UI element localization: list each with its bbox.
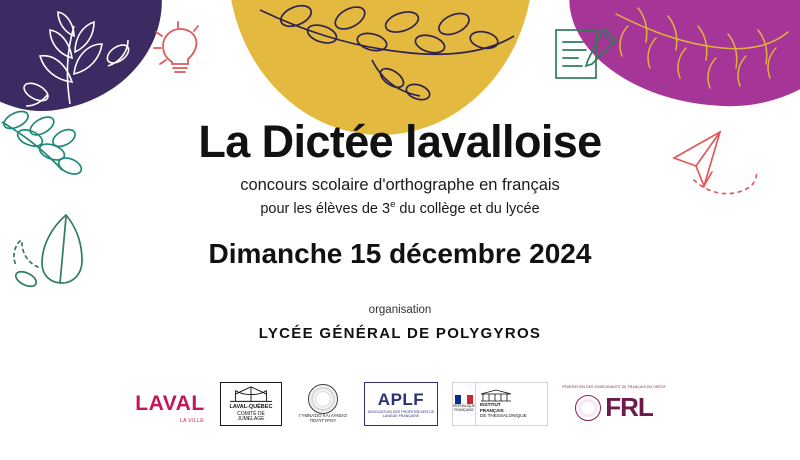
page-title: La Dictée lavalloise <box>198 116 602 167</box>
organisation-label: organisation <box>368 304 432 316</box>
logo-laval-quebec-line1: LAVAL-QUÉBEC <box>229 404 273 411</box>
logo-gymnasio-line2: ΠΟΛΥΓΥΡΟΥ <box>309 418 337 423</box>
logo-gymnasio-line1: ΓΥΜΝΑΣΙΟ ΚΑΙ ΛΥΚΕΙΟ <box>299 413 347 419</box>
dark-leaf-branch-icon <box>252 0 522 118</box>
tricolor-bar <box>455 395 473 404</box>
logo-laval-quebec-line2: COMITÉ DE JUMELAGE <box>237 410 265 423</box>
logo-ifg-text <box>475 383 547 425</box>
subtitle-line-2-after: du collège et du lycée <box>395 200 540 217</box>
logo-frl-caption: FÉDÉRATION DES ENSEIGNANTS DE FRANÇAIS EN GRÈCE <box>562 385 666 389</box>
logo-laval-text: LAVAL <box>135 392 205 415</box>
building-icon <box>480 389 512 402</box>
logo-laval-quebec <box>220 382 282 426</box>
logo-gymnasio-polygyrou <box>296 381 350 427</box>
logo-aplf-full: ASSOCIATION DES PROFESSEURS DE LANGUE FRANÇAISE <box>367 409 435 418</box>
logo-aplf-acronym: APLF <box>377 389 425 409</box>
logo-frl <box>562 381 666 427</box>
logo-ifg-line1: INSTITUT <box>480 401 501 407</box>
sponsor-logo-strip <box>0 376 800 432</box>
logo-frl-acronym: FRL <box>605 392 653 422</box>
subtitle-line-2-superscript: e <box>390 199 396 210</box>
subtitle-line-1: concours scolaire d'orthographe en français <box>240 176 560 194</box>
logo-aplf <box>364 382 438 426</box>
logo-institut-francais <box>452 382 548 426</box>
school-seal-icon <box>308 384 338 414</box>
logo-frl-row <box>575 392 653 423</box>
event-date: Dimanche 15 décembre 2024 <box>208 238 592 269</box>
logo-laval <box>134 386 206 422</box>
logo-laval-tagline: LA VILLE <box>179 418 204 424</box>
frl-emblem-icon <box>575 395 601 421</box>
logo-ifg-line2: FRANÇAIS <box>480 407 504 413</box>
lightbulb-idea-icon <box>148 18 210 80</box>
vine-branches-icon <box>612 4 792 114</box>
logo-ifg-line3: DE THESSALONIQUE <box>480 413 527 419</box>
subtitle-line-2-before: pour les élèves de 3 <box>260 200 391 217</box>
bridge-icon <box>226 385 276 403</box>
french-republic-flag-icon <box>453 383 475 425</box>
white-leaf-branch-icon <box>8 8 148 118</box>
subtitle-line-2 <box>0 199 800 217</box>
organisation-name: LYCÉE GÉNÉRAL DE POLYGYROS <box>258 325 542 342</box>
logo-ifg-flag-text: RÉPUBLIQUE FRANÇAISE <box>453 404 475 412</box>
